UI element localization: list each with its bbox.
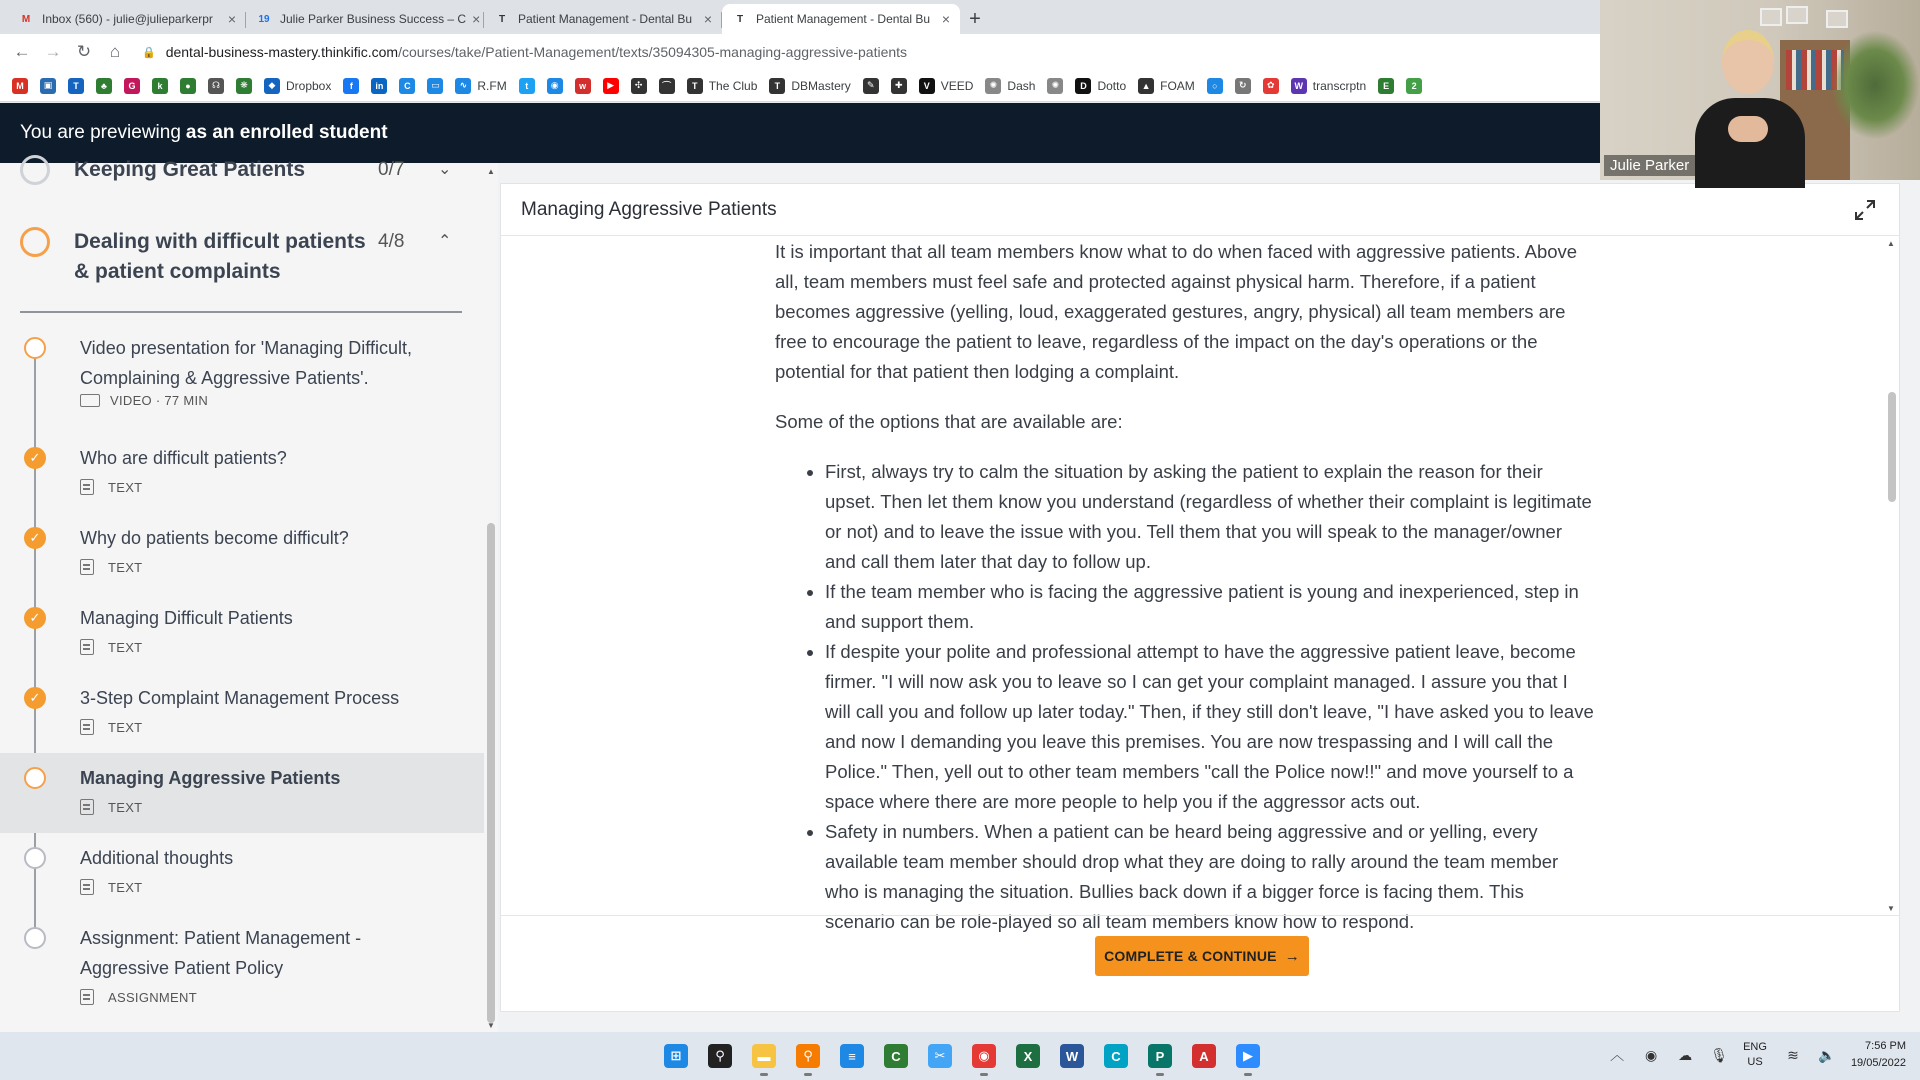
lesson-complete-check-icon: ✓: [24, 687, 46, 709]
browser-tab[interactable]: [722, 4, 960, 34]
preview-banner-text: You are previewing: [20, 122, 181, 143]
address-bar-row: [0, 34, 1600, 70]
lesson-type-label: TEXT: [108, 799, 143, 815]
lesson-complete-check-icon: ✓: [24, 447, 46, 469]
bookmark-item[interactable]: [603, 78, 619, 94]
tab-title: Inbox (560) - julie@julieparkerpr: [42, 12, 213, 26]
bookmark-item[interactable]: [96, 78, 112, 94]
content-scrollbar[interactable]: [1885, 237, 1897, 915]
lesson-why-patients-become-difficult[interactable]: [0, 513, 484, 593]
scroll-up-arrow-icon[interactable]: ▲: [1887, 239, 1895, 248]
bookmark-label: transcrptn: [1312, 78, 1367, 93]
preview-banner-emphasis: as an enrolled student: [185, 122, 388, 143]
scroll-up-arrow-icon[interactable]: ▲: [487, 167, 495, 176]
lesson-status-dot: [24, 767, 46, 789]
lesson-intro-paragraph: It is important that all team members know what to do when faced with aggressive patients. Above all, team members must feel safe and protected against physical harm. Therefore, if a patient becomes aggressive (yelling, loud, exaggerated gestures, angry, physical) all team members are free to encourage the patient to leave, regardless of the impact on the day's operations or the potential for that patient then lodging a complaint.: [775, 241, 1578, 382]
app-glyph: C: [884, 1044, 908, 1068]
bookmark-label: Dash: [1007, 78, 1036, 93]
options-list: [775, 457, 1595, 937]
presenter-head: [1722, 30, 1774, 94]
bookmark-icon: ↻: [1235, 78, 1251, 94]
lesson-managing-difficult-patients[interactable]: [0, 593, 484, 673]
lesson-title: Video presentation for 'Managing Difficult, Complaining & Aggressive Patients'.: [80, 338, 412, 388]
content-scroll-thumb[interactable]: [1888, 392, 1896, 502]
bookmark-icon: C: [399, 78, 415, 94]
lesson-main-area: [498, 163, 1920, 1032]
bookmark-icon: V: [919, 78, 935, 94]
language-code: ENG: [1743, 1041, 1767, 1053]
lesson-type-label: VIDEO · 77 MIN: [110, 393, 209, 408]
bookmark-item[interactable]: [264, 78, 331, 94]
course-sidebar: [0, 158, 484, 1032]
bookmark-item[interactable]: [863, 78, 879, 94]
chapter-progress: 0/7: [378, 159, 405, 180]
bookmark-icon: M: [12, 78, 28, 94]
lesson-type: [80, 989, 197, 1005]
clock-date: 19/05/2022: [1850, 1057, 1906, 1069]
lesson-type-label: ASSIGNMENT: [108, 989, 197, 1005]
tab-title: Patient Management - Dental Bu: [756, 12, 931, 26]
bookmark-icon: ◉: [547, 78, 563, 94]
app-glyph: ▬: [752, 1044, 776, 1068]
lesson-complaint-management-process[interactable]: [0, 673, 484, 753]
app-glyph: A: [1192, 1044, 1216, 1068]
bookmark-icon: T: [687, 78, 703, 94]
lesson-type-label: TEXT: [108, 879, 143, 895]
webcam-name-label: Julie Parker: [1604, 155, 1695, 176]
wall-picture: [1760, 8, 1782, 26]
wifi-icon[interactable]: ≋: [1787, 1046, 1799, 1063]
bookmark-item[interactable]: [236, 78, 252, 94]
presenter: [1690, 30, 1810, 180]
chapter-divider: [20, 311, 462, 313]
browser-tab[interactable]: [8, 4, 246, 34]
lesson-type-label: TEXT: [108, 719, 143, 735]
text-document-icon: [80, 559, 94, 575]
bookmark-icon: f: [343, 78, 359, 94]
option-item: • First, always try to calm the situation by asking the patient to explain the reason for their upset. Then let them know you understand (regardless of whether their complaint is legitimate or not) and to leave the issue with you. Tell them that you will speak to the manager/owner and call them later that day to follow up.: [825, 457, 1595, 577]
bookmark-icon: ✎: [863, 78, 879, 94]
browser-tab[interactable]: [484, 4, 722, 34]
thinkific-icon: T: [498, 13, 506, 25]
text-document-icon: [80, 719, 94, 735]
canva-icon[interactable]: [1100, 1040, 1132, 1072]
bookmark-item[interactable]: [575, 78, 591, 94]
lesson-type: [80, 393, 208, 408]
chevron-up-icon[interactable]: ⌃: [438, 233, 452, 250]
lesson-assignment-aggressive-policy[interactable]: [0, 913, 484, 1023]
bookmark-item[interactable]: [12, 78, 28, 94]
volume-icon[interactable]: 🔈: [1818, 1046, 1836, 1063]
lesson-additional-thoughts[interactable]: [0, 833, 484, 913]
lesson-type-label: TEXT: [108, 559, 143, 575]
bookmark-item[interactable]: [124, 78, 140, 94]
presenter-hands: [1728, 116, 1768, 142]
lesson-header-title: Managing Aggressive Patients: [521, 198, 777, 220]
bookmark-item[interactable]: [1047, 78, 1063, 94]
input-language[interactable]: [1743, 1040, 1767, 1070]
lesson-status-dot: [24, 847, 46, 869]
tab-title: Julie Parker Business Success – C: [280, 12, 467, 26]
scroll-down-arrow-icon[interactable]: ▼: [487, 1021, 495, 1030]
camtasia-icon[interactable]: [880, 1040, 912, 1072]
search-icon[interactable]: [704, 1040, 736, 1072]
bookmark-icon: D: [1075, 78, 1091, 94]
text-document-icon: [80, 479, 94, 495]
clock[interactable]: [1851, 1038, 1906, 1072]
bookmark-icon: ○: [1207, 78, 1223, 94]
url-host: dental-business-mastery.thinkific.com: [165, 44, 399, 60]
app-glyph: P: [1148, 1044, 1172, 1068]
browser-tab-strip: [0, 0, 1600, 34]
bookmark-icon: 2: [1406, 78, 1422, 94]
bookmark-icon: ●: [180, 78, 196, 94]
option-item: • If despite your polite and professional attempt to have the aggressive patient leave, become firmer. "I will now ask you to leave so I can get your complaint managed. I assure you that I will call you and follow up later today." Then, if they still don't leave, "I have asked you to leave and now I demanding you leave this premises. You are now trespassing and I will call the Police." Then, yell out to other team members "call the Police now!!" and move yourself to a space where there are more people to help you if the aggressor acts out.: [825, 637, 1595, 817]
bookmark-icon: E: [1378, 78, 1394, 94]
lock-icon: 🔒: [142, 46, 156, 59]
bookmark-item[interactable]: [547, 78, 563, 94]
bookmark-item[interactable]: [519, 78, 535, 94]
microphone-icon[interactable]: 🎙: [1710, 1046, 1728, 1063]
bookmark-icon: in: [371, 78, 387, 94]
bookmark-icon: ▲: [1138, 78, 1154, 94]
clock-time: 7:56 PM: [1865, 1040, 1906, 1052]
lesson-complete-check-icon: ✓: [24, 607, 46, 629]
bookmark-item[interactable]: [399, 78, 415, 94]
file-explorer-icon[interactable]: [748, 1040, 780, 1072]
taskbar-apps: [660, 1040, 1276, 1072]
bookmark-icon: ◆: [264, 78, 280, 94]
onedrive-icon[interactable]: ☁: [1678, 1046, 1693, 1063]
option-item: • If the team member who is facing the aggressive patient is young and inexperienced, step in and support them.: [825, 577, 1595, 637]
home-icon[interactable]: ⌂: [109, 42, 121, 61]
bookmark-icon: ✿: [1263, 78, 1279, 94]
bookmark-icon: ∿: [455, 78, 471, 94]
word-icon[interactable]: [1056, 1040, 1088, 1072]
tray-chevron-icon[interactable]: ︿: [1610, 1047, 1625, 1063]
magnifier-app-icon[interactable]: [792, 1040, 824, 1072]
bookmark-item[interactable]: [985, 78, 1035, 94]
wall-picture: [1826, 10, 1848, 28]
close-tab-icon[interactable]: ×: [941, 11, 950, 27]
complete-continue-label: COMPLETE & CONTINUE: [1104, 948, 1277, 964]
bookmark-item[interactable]: [68, 78, 84, 94]
url-path: /courses/take/Patient-Management/texts/35094305-managing-aggressive-patients: [398, 44, 908, 60]
bookmark-item[interactable]: [1138, 78, 1195, 94]
lesson-card: [500, 183, 1900, 1012]
lesson-title: Why do patients become difficult?: [80, 528, 349, 548]
bookmark-item[interactable]: [769, 78, 850, 94]
close-tab-icon[interactable]: ×: [703, 11, 712, 27]
publisher-icon[interactable]: [1144, 1040, 1176, 1072]
lesson-video-presentation[interactable]: [0, 323, 484, 433]
excel-icon[interactable]: [1012, 1040, 1044, 1072]
chapter-progress-ring: [20, 155, 50, 185]
app-glyph: ◉: [972, 1044, 996, 1068]
lesson-who-are-difficult-patients[interactable]: [0, 433, 484, 513]
lesson-type: [80, 879, 142, 895]
bookmark-label: Dotto: [1097, 78, 1127, 93]
lesson-title: Who are difficult patients?: [80, 448, 287, 468]
app-glyph: W: [1060, 1044, 1084, 1068]
lesson-title: Additional thoughts: [80, 848, 234, 868]
region-code: US: [1747, 1056, 1763, 1068]
app-glyph: ⚲: [796, 1044, 820, 1068]
bookmark-icon: T: [68, 78, 84, 94]
bookmark-icon: ✣: [631, 78, 647, 94]
option-item: • Safety in numbers. When a patient can be heard being aggressive and or yelling, every available team member should drop what they are doing to rally around the team member who is managing the situation. Bullies back down if a bigger force is facing them. This scenario can be role-played so all team members know how to respond.: [825, 817, 1595, 937]
acrobat-icon[interactable]: [1188, 1040, 1220, 1072]
bookmark-icon: k: [152, 78, 168, 94]
snipping-tool-icon[interactable]: [924, 1040, 956, 1072]
bookmark-item[interactable]: [180, 78, 196, 94]
bookmark-item[interactable]: [687, 78, 758, 94]
bookmark-item[interactable]: [427, 78, 443, 94]
bookmark-icon: ▭: [427, 78, 443, 94]
presenter-body: [1695, 98, 1805, 188]
lesson-type: [80, 719, 142, 735]
lesson-type: [80, 559, 142, 575]
gmail-icon: M: [21, 13, 31, 25]
bookmark-item[interactable]: [371, 78, 387, 94]
chapter-progress-ring: [20, 227, 50, 257]
bookmark-label: DBMastery: [791, 78, 851, 93]
thinkific-icon: T: [736, 13, 744, 25]
chapter-keeping-great-patients[interactable]: [20, 155, 466, 185]
bookmark-item[interactable]: [1406, 78, 1422, 94]
lesson-type: [80, 479, 142, 495]
sidebar-scroll-thumb[interactable]: [487, 523, 495, 1023]
lesson-status-dot: [24, 927, 46, 949]
arrow-right-icon: →: [1284, 947, 1300, 965]
bookmark-icon: w: [575, 78, 591, 94]
close-tab-icon[interactable]: ×: [472, 11, 481, 27]
bookmark-icon: ☊: [208, 78, 224, 94]
bookmark-item[interactable]: [1207, 78, 1223, 94]
app-glyph: ⊞: [664, 1044, 688, 1068]
text-document-icon: [80, 799, 94, 815]
bookmark-icon: ⌒: [659, 78, 675, 94]
bookmark-label: VEED: [940, 78, 974, 93]
app-glyph: C: [1104, 1044, 1128, 1068]
url-field[interactable]: [142, 38, 1600, 66]
lesson-status-dot: [24, 337, 46, 359]
bookmark-item[interactable]: [1291, 78, 1366, 94]
lesson-footer: [501, 915, 1899, 1012]
tray-chrome-icon[interactable]: ◉: [1644, 1046, 1658, 1063]
complete-continue-button[interactable]: [1095, 936, 1309, 976]
text-document-icon: [80, 639, 94, 655]
text-document-icon: [80, 879, 94, 895]
lesson-type-label: TEXT: [108, 639, 143, 655]
bookmark-icon: ✚: [891, 78, 907, 94]
app-glyph: ⚲: [708, 1044, 732, 1068]
windows-taskbar: [0, 1032, 1920, 1080]
preview-banner: [0, 103, 1600, 163]
bookmark-item[interactable]: [343, 78, 359, 94]
app-glyph: ✂: [928, 1044, 952, 1068]
bookmark-item[interactable]: [659, 78, 675, 94]
bookmark-item[interactable]: [455, 78, 506, 94]
reload-icon[interactable]: ↻: [76, 42, 92, 61]
bookmark-icon: ❋: [236, 78, 252, 94]
bookmark-item[interactable]: [1263, 78, 1279, 94]
notepad-icon[interactable]: [836, 1040, 868, 1072]
chapter-title: Dealing with difficult patients & patient complaints: [74, 230, 366, 283]
bookmark-icon: ✺: [1047, 78, 1063, 94]
lesson-type: [80, 639, 142, 655]
bookmark-icon: G: [124, 78, 140, 94]
bookmark-label: The Club: [708, 78, 758, 93]
chapter-title: Keeping Great Patients: [74, 158, 306, 181]
chapter-difficult-patients[interactable]: [20, 227, 466, 287]
bookmark-item[interactable]: [631, 78, 647, 94]
bookmark-item[interactable]: [208, 78, 224, 94]
chapter-progress: 4/8: [378, 231, 405, 252]
network-sound-group[interactable]: [1783, 1045, 1851, 1065]
webcam-overlay: [1600, 0, 1920, 180]
bookmark-item[interactable]: [40, 78, 56, 94]
bookmark-item[interactable]: [1075, 78, 1126, 94]
sidebar-scrollbar[interactable]: [484, 163, 498, 1032]
bookmark-icon: T: [769, 78, 785, 94]
lesson-title: Managing Aggressive Patients: [80, 768, 341, 788]
bookmark-label: FOAM: [1160, 78, 1195, 93]
lesson-title: Assignment: Patient Management - Aggressive Patient Policy: [80, 928, 362, 978]
system-tray: [1607, 1038, 1906, 1072]
video-camera-icon: [80, 394, 100, 407]
chevron-down-icon[interactable]: ⌄: [438, 161, 452, 178]
lesson-text: [775, 237, 1595, 937]
bookmark-item[interactable]: [152, 78, 168, 94]
calendar-icon: 19: [258, 13, 270, 25]
lesson-content: [501, 237, 1901, 932]
chrome-icon[interactable]: [968, 1040, 1000, 1072]
windows-start-icon[interactable]: [660, 1040, 692, 1072]
options-heading: Some of the options that are available are:: [775, 411, 1123, 432]
bookmark-item[interactable]: [1378, 78, 1394, 94]
bookmark-item[interactable]: [1235, 78, 1251, 94]
wall-picture: [1786, 6, 1808, 24]
lesson-type: [80, 799, 142, 815]
lesson-managing-aggressive-patients[interactable]: [0, 753, 484, 833]
plant: [1830, 30, 1920, 140]
assignment-icon: [80, 989, 94, 1005]
app-glyph: X: [1016, 1044, 1040, 1068]
lesson-header: [501, 184, 1899, 236]
bookmark-icon: t: [519, 78, 535, 94]
app-glyph: ▶: [1236, 1044, 1260, 1068]
lesson-complete-check-icon: ✓: [24, 527, 46, 549]
back-icon[interactable]: ←: [13, 42, 31, 61]
bookmark-icon: ✺: [985, 78, 1001, 94]
bookmarks-bar: [0, 70, 1600, 102]
tab-title: Patient Management - Dental Bu: [518, 12, 693, 26]
lesson-title: Managing Difficult Patients: [80, 608, 293, 628]
browser-tab[interactable]: [246, 4, 484, 34]
new-tab-button[interactable]: +: [969, 7, 981, 30]
expand-fullscreen-icon[interactable]: [1853, 198, 1877, 222]
bookmark-item[interactable]: [891, 78, 907, 94]
zoom-icon[interactable]: [1232, 1040, 1264, 1072]
close-tab-icon[interactable]: ×: [227, 11, 236, 27]
bookmark-label: R.FM: [477, 78, 507, 93]
bookmark-icon: W: [1291, 78, 1307, 94]
bookmark-icon: ♣: [96, 78, 112, 94]
scroll-down-arrow-icon[interactable]: ▼: [1887, 904, 1895, 913]
bookmark-icon: ▣: [40, 78, 56, 94]
bookmark-label: Dropbox: [286, 78, 332, 93]
app-glyph: ≡: [840, 1044, 864, 1068]
bookmark-icon: ▶: [603, 78, 619, 94]
lesson-title: 3-Step Complaint Management Process: [80, 688, 400, 708]
lesson-type-label: TEXT: [108, 479, 143, 495]
bookmark-item[interactable]: [919, 78, 974, 94]
forward-icon[interactable]: →: [44, 42, 62, 61]
